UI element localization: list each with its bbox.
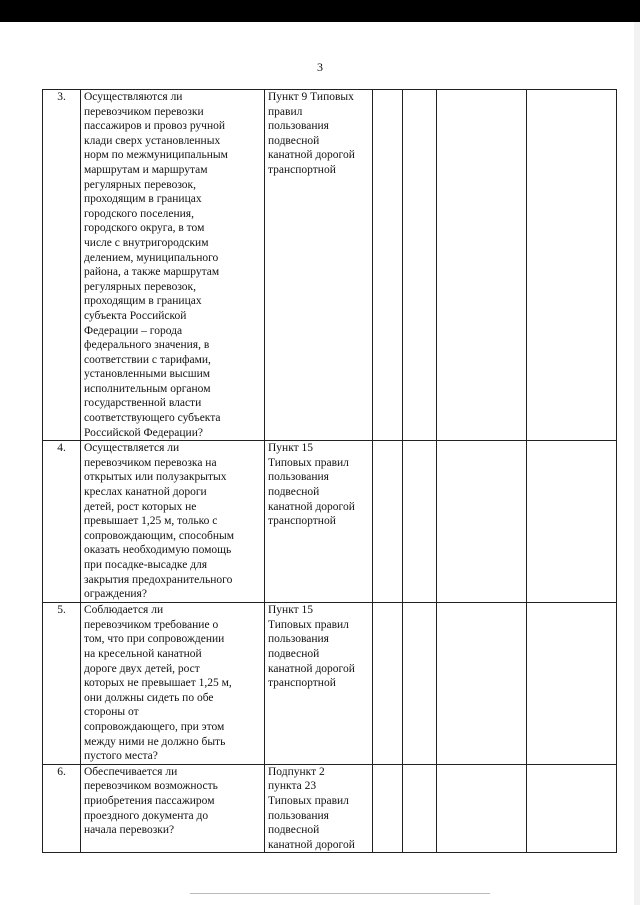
text-line: государственной власти: [84, 397, 202, 410]
text-line: Российской Федерации?: [84, 426, 203, 439]
text-line: креслах канатной дороги: [84, 486, 207, 499]
question-cell: [81, 90, 265, 441]
text-line: проходящим в границах: [84, 193, 202, 206]
text-line: проходящим в границах: [84, 295, 202, 308]
text-line: района, а также маршрутам: [84, 266, 220, 279]
text-line: на кресельной канатной: [84, 648, 202, 661]
text-line: канатной дорогой: [268, 838, 355, 851]
answer-no-cell: [403, 764, 437, 853]
text-line: перевозчиком требование о: [84, 618, 219, 631]
text-line: перевозчиком перевозка на: [84, 456, 217, 469]
text-line: Типовых правил: [268, 618, 349, 631]
text-line: начала перевозки?: [84, 824, 175, 837]
text-line: городского округа, в том: [84, 222, 205, 235]
text-line: исполнительным органом: [84, 382, 211, 395]
text-line: при посадке-высадке для: [84, 559, 208, 571]
text-line: превышает 1,25 м, только с: [84, 515, 218, 528]
text-line: они должны сидеть по обе: [84, 691, 214, 704]
not-applicable-cell: [437, 764, 527, 853]
question-cell: [81, 764, 265, 853]
text-line: канатной дорогой: [268, 500, 355, 513]
text-line: пользования: [268, 471, 329, 484]
table-row: [43, 764, 617, 853]
text-line: Пункт 15: [268, 604, 314, 617]
text-line: транспортной: [268, 163, 336, 176]
reference-cell: [265, 764, 373, 853]
text-line: оказать необходимую помощь: [84, 544, 232, 557]
text-line: дороге двух детей, рост: [84, 662, 200, 675]
table-row: [43, 90, 617, 441]
answer-yes-cell: [373, 603, 403, 765]
page-number: 3: [317, 60, 323, 74]
not-applicable-cell: [437, 441, 527, 603]
text-line: норм по межмуниципальным: [84, 149, 228, 162]
text-line: открытых или полузакрытых: [84, 471, 227, 484]
text-line: Пункт 15: [268, 442, 314, 455]
text-line: подвесной: [268, 134, 320, 147]
text-line: клади сверх установленных: [84, 134, 221, 147]
text-line: правил: [268, 105, 303, 118]
answer-yes-cell: [373, 764, 403, 853]
text-line: Пункт 9 Типовых: [268, 91, 354, 103]
question-cell: [81, 441, 265, 603]
table-row: [43, 603, 617, 765]
answer-yes-cell: [373, 90, 403, 441]
checklist-table: [42, 89, 617, 853]
text-line: между ними не должно быть: [84, 735, 226, 748]
text-line: Федерации – города: [84, 324, 183, 337]
text-line: федерального значения, в: [84, 339, 210, 352]
text-line: приобретения пассажиром: [84, 794, 215, 807]
text-line: подвесной: [268, 648, 320, 661]
text-line: проездного документа до: [84, 809, 209, 822]
scan-top-border: [0, 0, 640, 22]
text-line: установленными высшим: [84, 368, 211, 381]
row-number: 3.: [43, 90, 81, 441]
text-line: Осуществляется ли: [84, 442, 180, 455]
row-number: 6.: [43, 764, 81, 853]
notes-cell: [527, 764, 617, 853]
text-line: пользования: [268, 633, 329, 646]
text-line: перевозчиком перевозки: [84, 105, 204, 118]
row-number: 4.: [43, 441, 81, 603]
text-line: Осуществляются ли: [84, 91, 183, 103]
text-line: которых не превышает 1,25 м,: [84, 677, 232, 690]
text-line: пользования: [268, 120, 329, 133]
notes-cell: [527, 90, 617, 441]
reference-cell: [265, 441, 373, 603]
scan-footer-line: [190, 893, 490, 894]
text-line: делением, муниципального: [84, 251, 219, 264]
table-row: [43, 441, 617, 603]
text-line: сопровождающего, при этом: [84, 721, 225, 733]
text-line: пассажиров и провоз ручной: [84, 120, 226, 133]
text-line: Типовых правил: [268, 794, 349, 807]
text-line: пустого места?: [84, 750, 158, 763]
reference-cell: [265, 90, 373, 441]
text-line: канатной дорогой: [268, 149, 355, 162]
text-line: закрытия предохранительного: [84, 573, 233, 586]
text-line: регулярных перевозок,: [84, 178, 197, 191]
text-line: Подпункт 2: [268, 765, 325, 778]
reference-cell: [265, 603, 373, 765]
text-line: маршрутам и маршрутам: [84, 163, 208, 176]
text-line: соответствии с тарифами,: [84, 353, 211, 366]
text-line: Типовых правил: [268, 456, 349, 469]
answer-no-cell: [403, 603, 437, 765]
not-applicable-cell: [437, 603, 527, 765]
answer-no-cell: [403, 441, 437, 603]
text-line: регулярных перевозок,: [84, 280, 197, 293]
text-line: детей, рост которых не: [84, 500, 197, 513]
text-line: подвесной: [268, 486, 320, 499]
answer-yes-cell: [373, 441, 403, 603]
text-line: перевозчиком возможность: [84, 780, 218, 793]
scan-right-edge: [634, 22, 640, 905]
text-line: транспортной: [268, 677, 336, 690]
text-line: подвесной: [268, 824, 320, 837]
text-line: Соблюдается ли: [84, 604, 164, 617]
text-line: пункта 23: [268, 780, 317, 793]
not-applicable-cell: [437, 90, 527, 441]
text-line: транспортной: [268, 515, 336, 528]
text-line: стороны от: [84, 706, 139, 719]
question-cell: [81, 603, 265, 765]
notes-cell: [527, 441, 617, 603]
row-number: 5.: [43, 603, 81, 765]
text-line: числе с внутригородским: [84, 236, 209, 249]
text-line: пользования: [268, 809, 329, 822]
text-line: сопровождающим, способным: [84, 529, 235, 542]
answer-no-cell: [403, 90, 437, 441]
text-line: городского поселения,: [84, 207, 194, 220]
text-line: канатной дорогой: [268, 662, 355, 675]
text-line: субъекта Российской: [84, 309, 187, 322]
text-line: соответствующего субъекта: [84, 412, 221, 425]
text-line: Обеспечивается ли: [84, 765, 178, 778]
text-line: ограждения?: [84, 588, 147, 601]
notes-cell: [527, 603, 617, 765]
text-line: том, что при сопровождении: [84, 633, 225, 646]
